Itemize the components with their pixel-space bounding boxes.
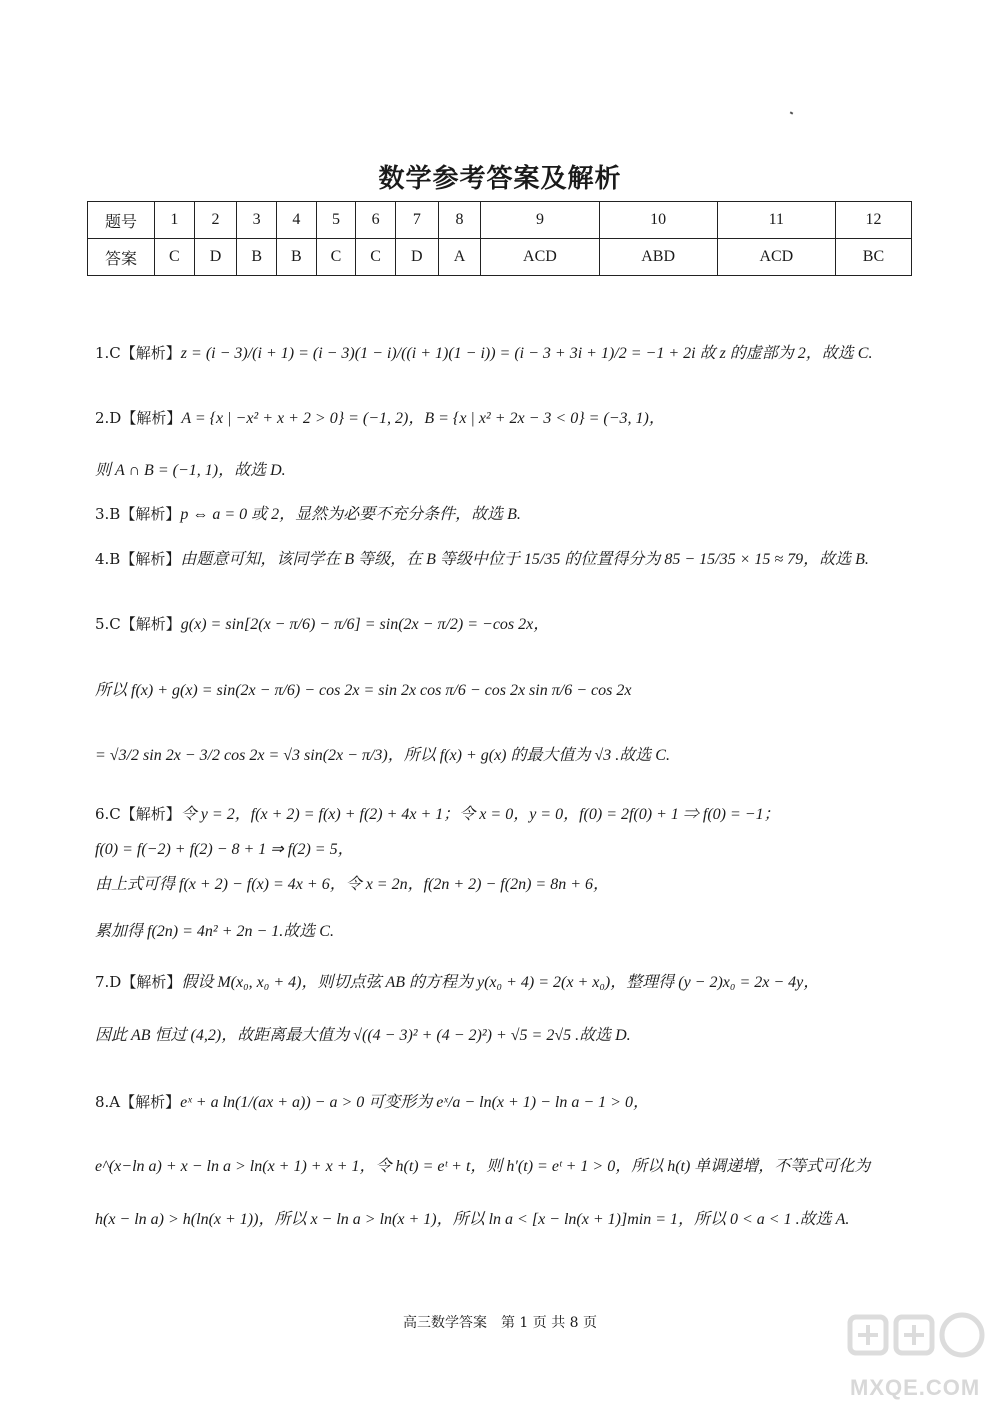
solution-text: 累加得 f(2n) = 4n² + 2n − 1.故选 C.: [95, 923, 334, 940]
answer-cell: ABD: [599, 239, 717, 276]
solution-text: eˣ + a ln(1/(ax + a)) − a > 0 可变形为 eˣ/a − ln(x + 1) − ln a − 1 > 0，: [180, 1094, 649, 1111]
solution-text: A = {x | −x² + x + 2 > 0} = (−1, 2)，B = {x | x² + 2x − 3 < 0} = (−3, 1)，: [181, 410, 665, 427]
question-number: 1: [155, 202, 195, 239]
question-number: 12: [835, 202, 911, 239]
solution-text: z = (i − 3)/(i + 1) = (i − 3)(1 − i)/((i + 1)(1 − i)) = (i − 3 + 3i + 1)/2 = −1 + 2i 故 z 的虚部为 2，故选 C.: [180, 345, 873, 362]
solution-label: 8.A【解析】: [95, 1093, 181, 1111]
solution-text: 因此 AB 恒过 (4,2)，故距离最大值为 √((4 − 3)² + (4 − 2)²) + √5 = 2√5 .故选 D.: [95, 1027, 631, 1044]
solution-line: [95, 460, 915, 482]
answer-cell: ACD: [717, 239, 835, 276]
answer-cell: D: [395, 239, 438, 276]
page-footer: 高三数学答案 第 1 页 共 8 页: [402, 1315, 598, 1331]
answer-cell: C: [155, 239, 195, 276]
solution-line: [95, 745, 915, 767]
answer-cell: ACD: [481, 239, 599, 276]
row-head-answer: 答案: [88, 239, 155, 276]
solution-text: 则 A ∩ B = (−1, 1)，故选 D.: [95, 462, 286, 479]
solution-line: [95, 504, 915, 526]
solution-line: [95, 1092, 915, 1114]
question-number: 6: [356, 202, 396, 239]
solution-line: [95, 1025, 915, 1047]
row-head-question: 题号: [88, 202, 155, 239]
question-number: 9: [481, 202, 599, 239]
answer-cell: B: [277, 239, 317, 276]
question-number: 10: [599, 202, 717, 239]
solution-line: [95, 804, 915, 826]
question-number: 3: [237, 202, 277, 239]
answer-cell: B: [237, 239, 277, 276]
solution-line: [95, 921, 915, 943]
watermark-text: MXQE.COM: [850, 1375, 981, 1400]
table-row-answers: [88, 239, 912, 276]
solution-text: 假设 M(x₀, x₀ + 4)，则切点弦 AB 的方程为 y(x₀ + 4) = 2(x + x₀)，整理得 (y − 2)x₀ = 2x − 4y，: [181, 974, 820, 991]
solution-label: 5.C【解析】: [95, 615, 181, 633]
solution-label: 2.D【解析】: [95, 409, 182, 427]
solution-text: g(x) = sin[2(x − π/6) − π/6] = sin(2x − π/2) = −cos 2x，: [180, 616, 550, 633]
solution-text: = √3/2 sin 2x − 3/2 cos 2x = √3 sin(2x − π/3)，所以 f(x) + g(x) 的最大值为 √3 .故选 C.: [95, 747, 670, 764]
question-number: 5: [316, 202, 356, 239]
solution-label: 1.C【解析】: [95, 344, 181, 362]
solution-text: 由上式可得 f(x + 2) − f(x) = 4x + 6，令 x = 2n，f(2n + 2) − f(2n) = 8n + 6，: [95, 876, 609, 893]
solution-line: [95, 408, 915, 430]
solution-label: 4.B【解析】: [95, 550, 181, 568]
solution-text: 所以 f(x) + g(x) = sin(2x − π/6) − cos 2x = sin 2x cos π/6 − cos 2x sin π/6 − cos 2x: [95, 682, 632, 699]
answer-table: [87, 201, 912, 276]
solution-line: [95, 614, 915, 636]
question-number: 8: [438, 202, 481, 239]
solution-text: 由题意可知，该同学在 B 等级，在 B 等级中位于 15/35 的位置得分为 85 − 15/35 × 15 ≈ 79，故选 B.: [180, 551, 869, 568]
solution-text: 令 y = 2，f(x + 2) = f(x) + f(2) + 4x + 1；令 x = 0，y = 0，f(0) = 2f(0) + 1 ⇒ f(0) = −1；: [180, 806, 780, 823]
answer-cell: C: [316, 239, 356, 276]
solution-text: h(x − ln a) > h(ln(x + 1))，所以 x − ln a > ln(x + 1)，所以 ln a < [x − ln(x + 1)]min = 1，所以 0 < a < 1 .故选 A.: [95, 1211, 850, 1228]
question-number: 11: [717, 202, 835, 239]
solution-label: 3.B【解析】: [95, 505, 181, 523]
scan-speck: [790, 111, 794, 114]
solution-line: [95, 549, 915, 571]
solution-text: p ⇔ a = 0 或 2，显然为必要不充分条件，故选 B.: [180, 506, 521, 523]
question-number: 2: [194, 202, 237, 239]
page-title: 数学参考答案及解析: [378, 164, 622, 194]
solution-line: [95, 680, 915, 702]
answer-cell: A: [438, 239, 481, 276]
solution-line: [95, 1156, 915, 1178]
question-number: 7: [395, 202, 438, 239]
solution-label: 6.C【解析】: [95, 805, 181, 823]
solution-text: e^(x−ln a) + x − ln a > ln(x + 1) + x + 1，令 h(t) = eᵗ + t，则 h′(t) = eᵗ + 1 > 0，所以 h(t) 单调递增，不等式可化为: [95, 1158, 871, 1175]
solution-label: 7.D【解析】: [95, 973, 182, 991]
solution-line: [95, 1209, 915, 1231]
solution-line: [95, 343, 915, 365]
answer-cell: BC: [835, 239, 911, 276]
answer-cell: C: [356, 239, 396, 276]
table-row-numbers: [88, 202, 912, 239]
question-number: 4: [277, 202, 317, 239]
solution-line: [95, 874, 915, 896]
answer-cell: D: [194, 239, 237, 276]
solution-line: [95, 972, 915, 994]
solution-text: f(0) = f(−2) + f(2) − 8 + 1 ⇒ f(2) = 5，: [95, 841, 354, 858]
solution-line: [95, 839, 915, 861]
